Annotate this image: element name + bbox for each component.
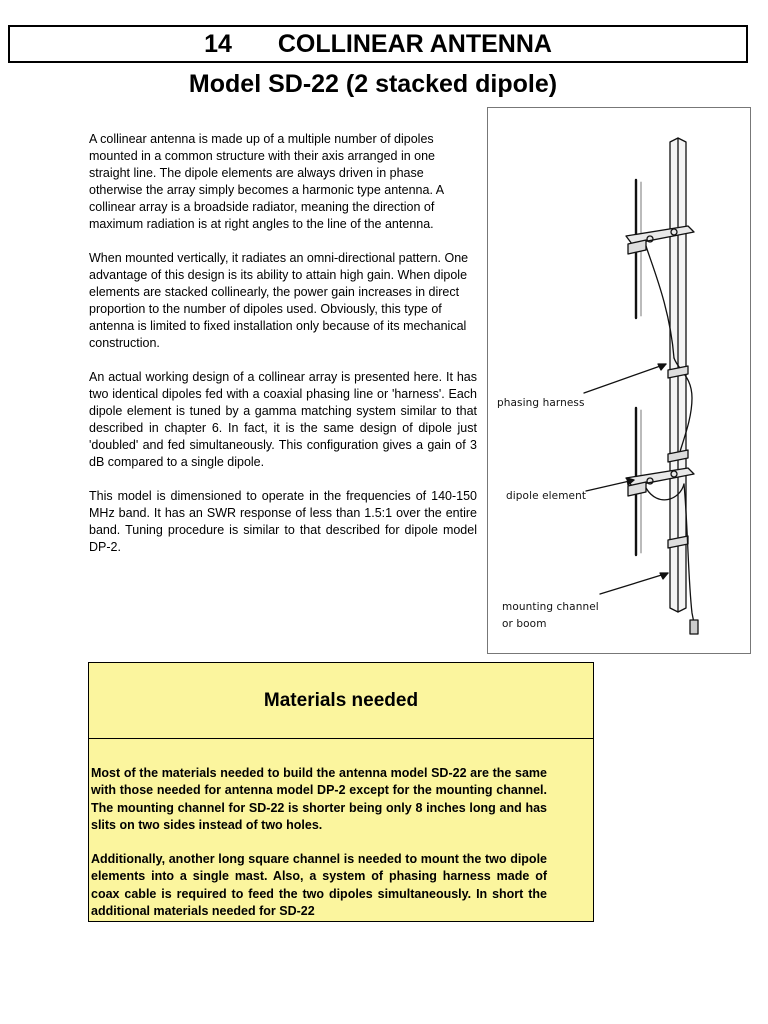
paragraph-frequency: This model is dimensioned to operate in the frequencies of 140-150 MHz band. It has an SWR response of less than 1.5:1 over the entire band. Tuning procedure is similar to that described for dipole model DP-2. bbox=[89, 489, 477, 554]
body-text bbox=[89, 131, 477, 573]
chapter-header bbox=[8, 25, 748, 63]
page-subtitle: Model SD-22 (2 stacked dipole) bbox=[188, 70, 558, 98]
label-or-boom: or boom bbox=[502, 618, 547, 630]
chapter-title: COLLINEAR ANTENNA bbox=[277, 29, 552, 58]
label-dipole-element: dipole element bbox=[506, 490, 587, 502]
paragraph-working-design: An actual working design of a collinear array is presented here. It has two identical dipoles fed with a coaxial phasing line or 'harness'. Each dipole element is tuned by a gamma matching system similar to that described in chapter 6. In fact, it is the same design of dipole just 'doubled' and fed simultaneously. This configuration gives a gain of 3 dB compared to a single dipole. bbox=[89, 370, 477, 469]
label-phasing-harness: phasing harness bbox=[497, 397, 585, 409]
materials-paragraph-2: Additionally, another long square channel is needed to mount the two dipole elements into a single mast. Also, a system of phasing harness made of coax cable is required to feed the two dipoles simultaneously. In short the additional materials needed for SD-22 bbox=[91, 852, 547, 919]
materials-title: Materials needed bbox=[89, 663, 593, 739]
paragraph-intro: A collinear antenna is made up of a multiple number of dipoles mounted in a common structure with their axis arranged in one straight line. The dipole elements are always driven in phase otherwise the array simply becomes a harmonic type antenna. A collinear array is a broadside radiator, meaning the direction of maximum radiation is at right angles to the line of the antenna. bbox=[89, 132, 444, 231]
antenna-drawing bbox=[488, 108, 750, 653]
chapter-number: 14 bbox=[204, 29, 232, 58]
label-mounting-channel: mounting channel bbox=[502, 601, 599, 613]
materials-box bbox=[88, 662, 594, 922]
materials-body bbox=[89, 739, 593, 923]
antenna-figure bbox=[487, 107, 751, 654]
materials-paragraph-1: Most of the materials needed to build the antenna model SD-22 are the same with those needed for antenna model DP-2 except for the mounting channel. The mounting channel for SD-22 is shorter being only 8 inches long and has slits on two sides instead of two holes. bbox=[91, 766, 547, 832]
paragraph-vertical-mount: When mounted vertically, it radiates an omni-directional pattern. One advantage of this design is its ability to attain high gain. When dipole elements are stacked collinearly, the power gain increases in direct proportion to the number of dipoles used. Obviously, this type of antenna is limited to fixed installation only because of its mechanical construction. bbox=[89, 251, 469, 350]
